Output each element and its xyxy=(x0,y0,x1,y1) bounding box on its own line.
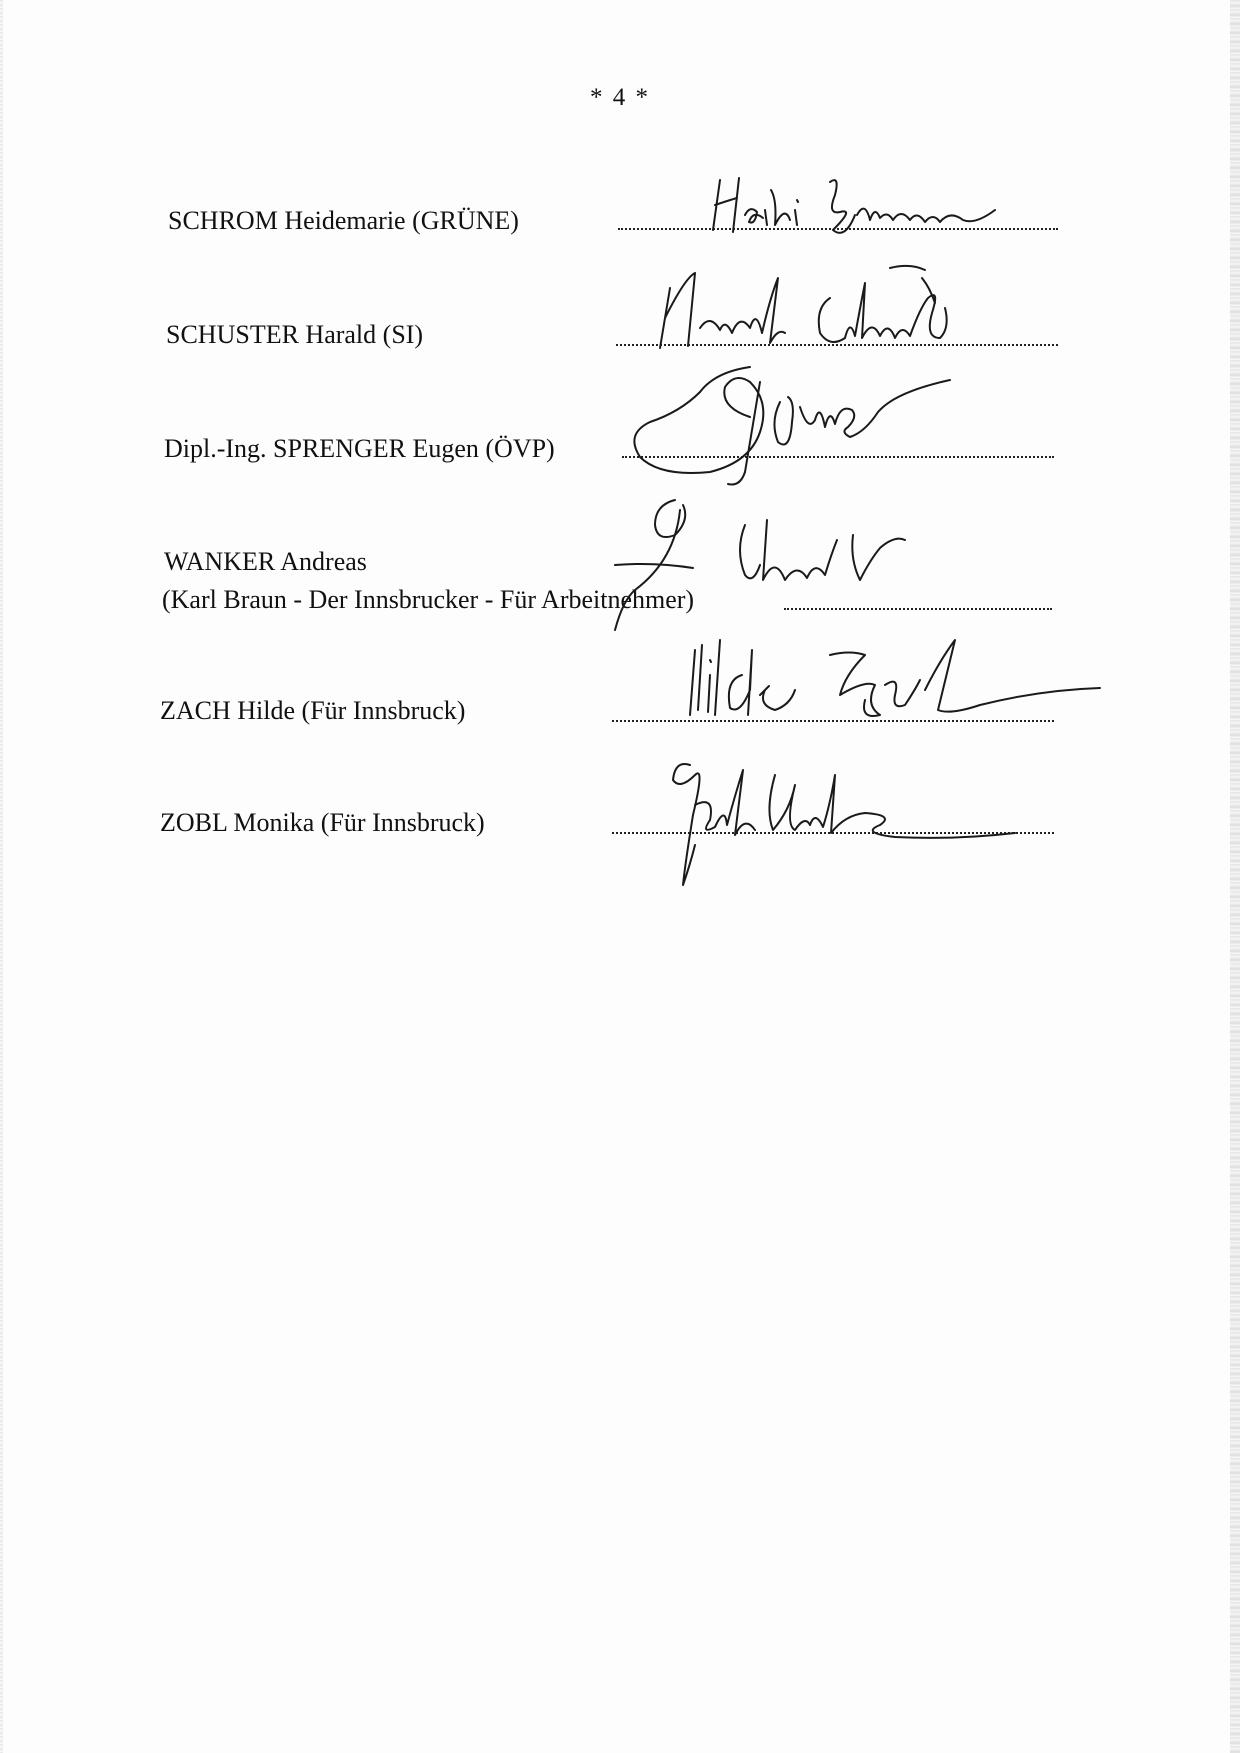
signature-sprenger xyxy=(620,362,1020,492)
signatory-name-schrom: SCHROM Heidemarie (GRÜNE) xyxy=(168,206,519,235)
signature-wanker xyxy=(585,480,965,640)
scan-edge-right xyxy=(1230,0,1240,1753)
signatory-affiliation-wanker: (Karl Braun - Der Innsbrucker - Für Arbeitnehmer) xyxy=(162,585,695,614)
signature-zach xyxy=(680,620,1130,730)
scan-edge-left xyxy=(0,0,3,1753)
signatory-name-wanker: WANKER Andreas xyxy=(164,547,367,576)
signatory-name-schuster: SCHUSTER Harald (SI) xyxy=(166,320,424,349)
signatory-name-zobl: ZOBL Monika (Für Innsbruck) xyxy=(160,808,485,837)
signature-zobl xyxy=(665,755,1025,895)
signature-schrom xyxy=(705,170,1005,245)
page-number: * 4 * xyxy=(590,84,650,111)
signatory-name-sprenger: Dipl.-Ing. SPRENGER Eugen (ÖVP) xyxy=(164,434,555,463)
signatory-name-zach: ZACH Hilde (Für Innsbruck) xyxy=(160,696,466,725)
signature-schuster xyxy=(640,258,1020,358)
